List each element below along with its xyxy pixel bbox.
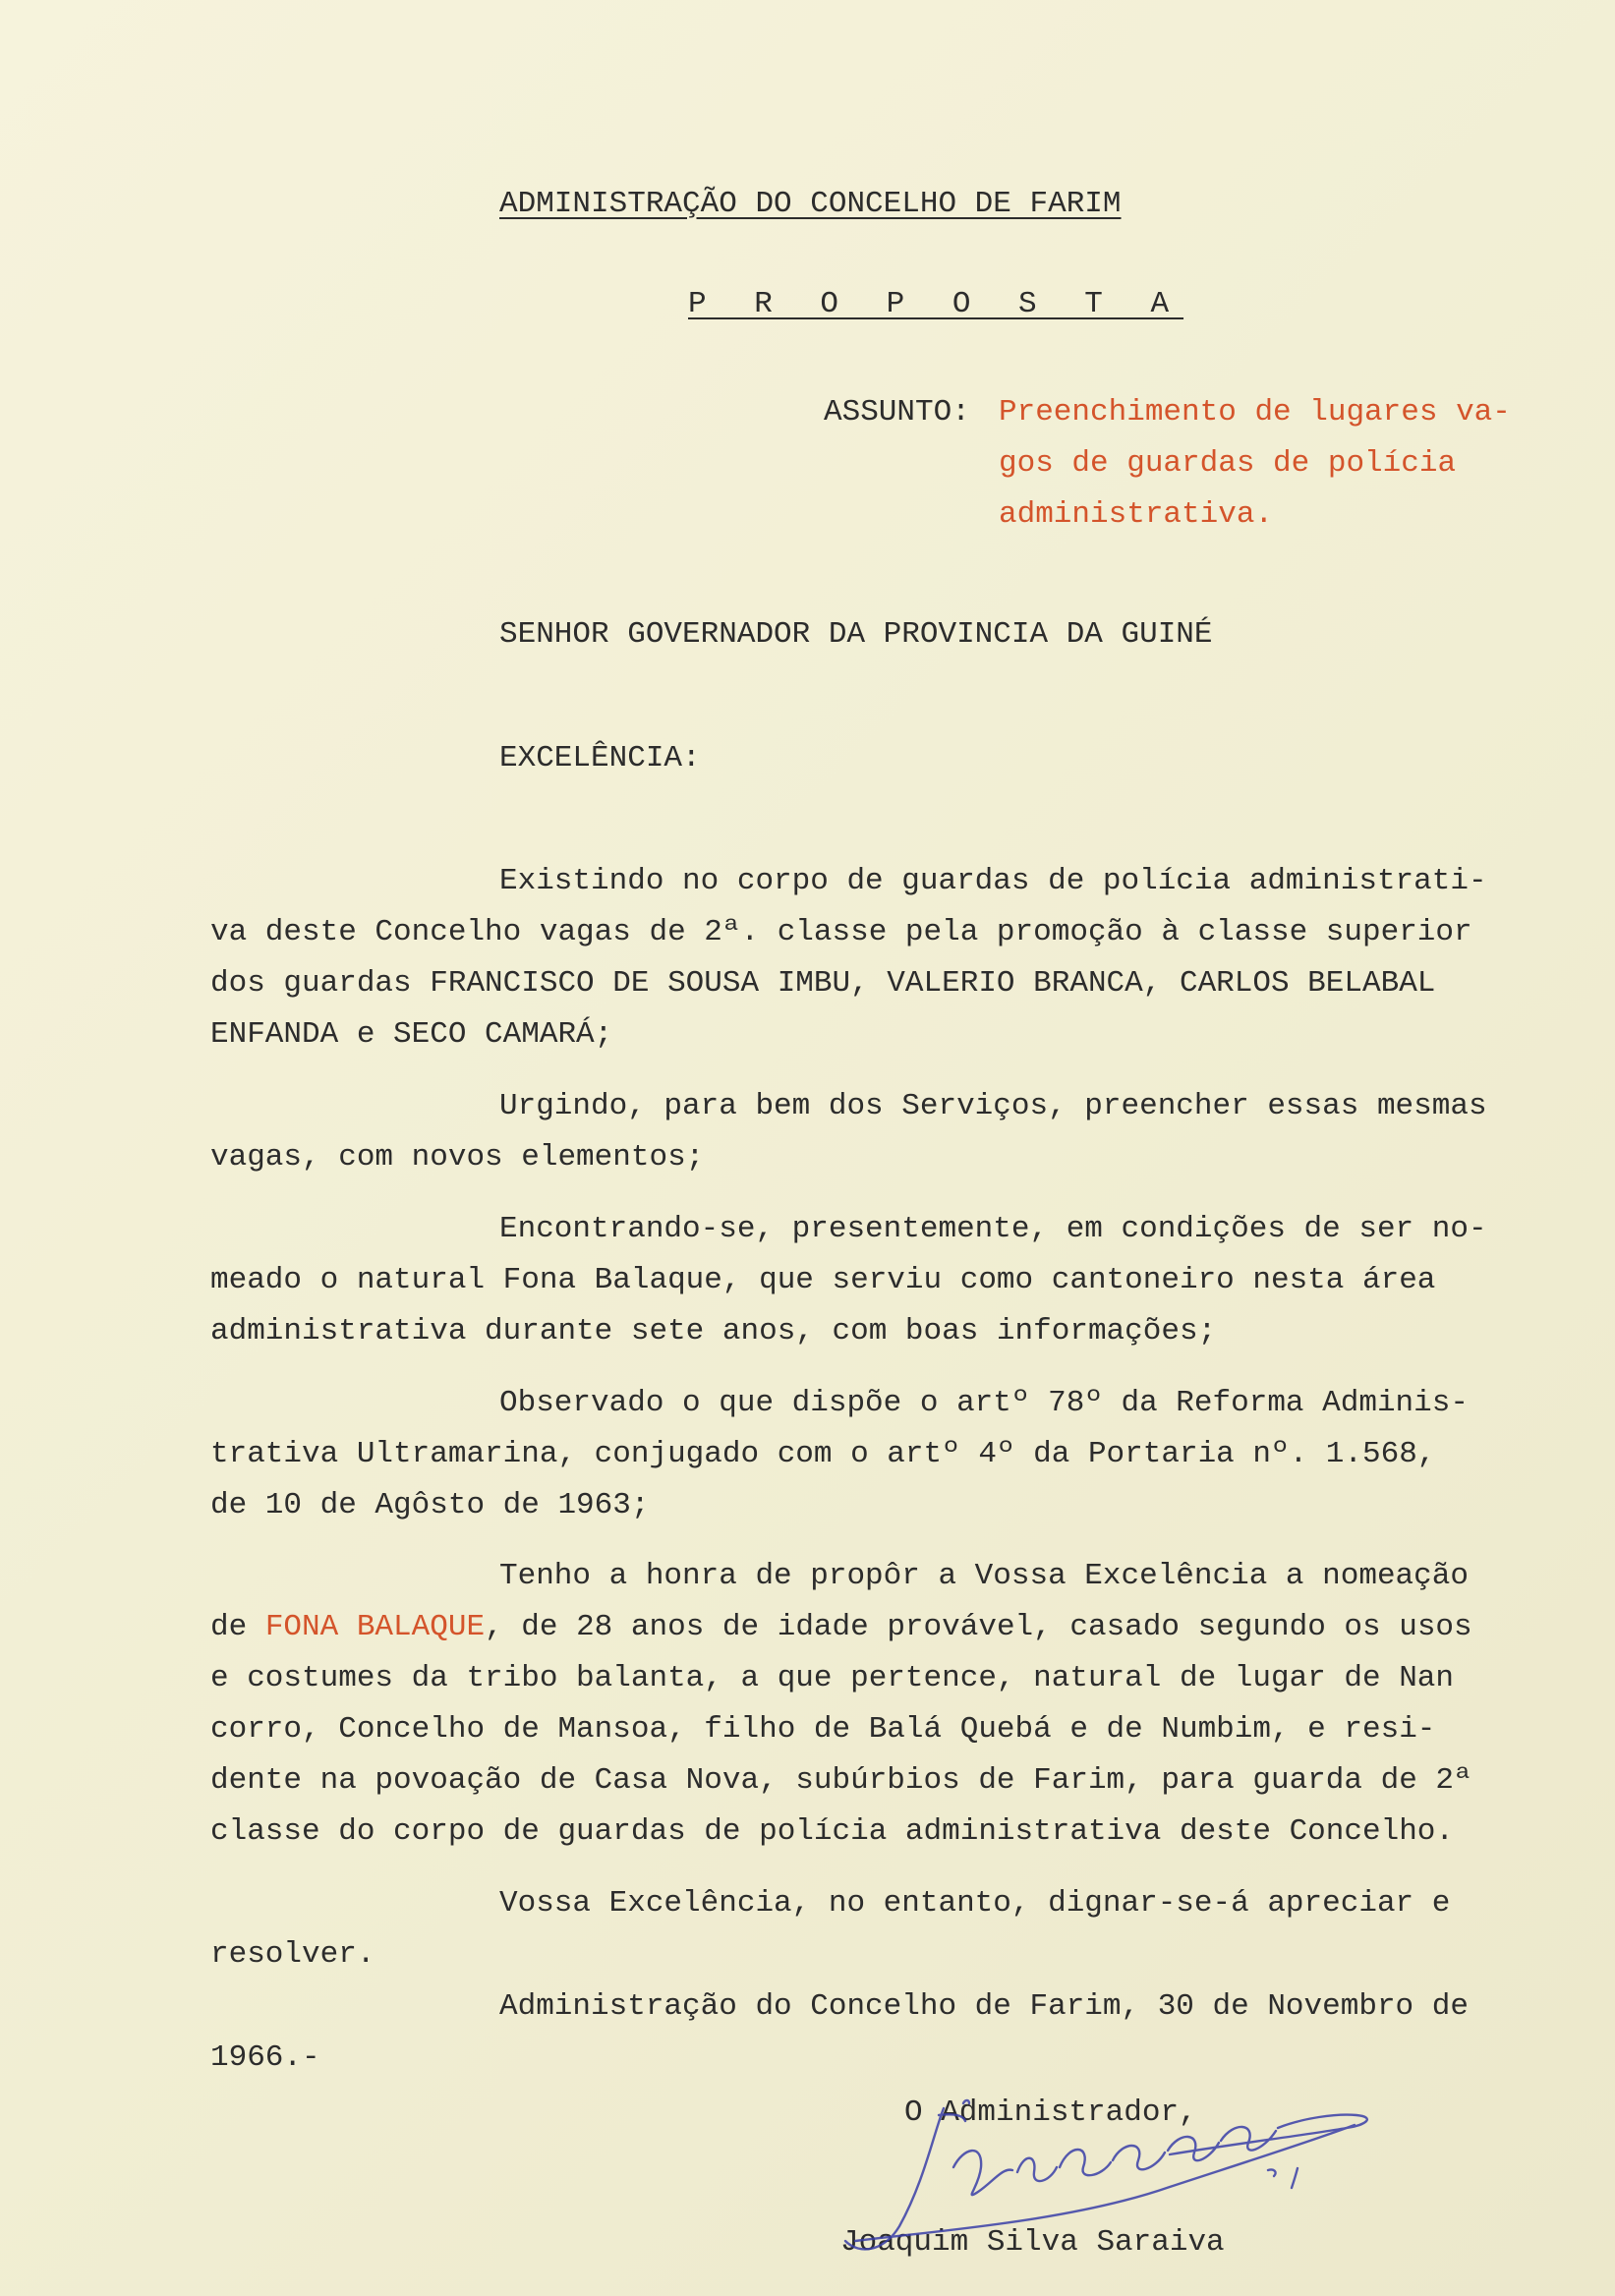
handwritten-signature — [816, 2074, 1406, 2296]
body-line: ENFANDA e SECO CAMARÁ; — [210, 1017, 613, 1052]
body-line-with-name — [210, 1608, 1472, 1647]
subject-line-2: gos de guardas de polícia — [999, 446, 1457, 481]
body-line: administrativa durante sete anos, com boas informações; — [210, 1314, 1217, 1349]
salutation: EXCELÊNCIA: — [499, 741, 701, 775]
date-line: 1966.- — [210, 2040, 320, 2075]
body-line: va deste Concelho vagas de 2ª. classe pela promoção à classe superior — [210, 915, 1472, 949]
signatory-name: Joaquim Silva Saraiva — [840, 2225, 1225, 2260]
body-line: resolver. — [210, 1937, 375, 1972]
body-line: e costumes da tribo balanta, a que pertence, natural de lugar de Nan — [210, 1661, 1455, 1695]
body-line: de 10 de Agôsto de 1963; — [210, 1488, 650, 1522]
body-line: vagas, com novos elementos; — [210, 1140, 705, 1175]
nominee-name: FONA BALAQUE — [264, 1610, 486, 1644]
body-line: Existindo no corpo de guardas de polícia administrati- — [499, 864, 1487, 898]
body-line: trativa Ultramarina, conjugado com o artº 4º da Portaria nº. 1.568, — [210, 1437, 1436, 1471]
body-line: Tenho a honra de propôr a Vossa Excelência a nomeação — [499, 1559, 1469, 1593]
addressee: SENHOR GOVERNADOR DA PROVINCIA DA GUINÉ — [499, 617, 1213, 652]
date-line: Administração do Concelho de Farim, 30 de Novembro de — [499, 1989, 1469, 2024]
text-segment: , de 28 anos de idade provável, casado segundo os usos — [485, 1610, 1472, 1644]
body-line: Vossa Excelência, no entanto, dignar-se-á apreciar e — [499, 1886, 1451, 1921]
body-line: Urgindo, para bem dos Serviços, preencher essas mesmas — [499, 1089, 1487, 1123]
subject-line-3: administrativa. — [999, 497, 1274, 532]
body-line: dente na povoação de Casa Nova, subúrbios de Farim, para guarda de 2ª — [210, 1763, 1472, 1798]
body-line: classe do corpo de guardas de polícia administrativa deste Concelho. — [210, 1814, 1455, 1849]
subject-line-1: Preenchimento de lugares va- — [999, 395, 1511, 430]
subject-label: ASSUNTO: — [824, 395, 970, 430]
body-line: meado o natural Fona Balaque, que serviu como cantoneiro nesta área — [210, 1263, 1436, 1297]
doc-type-title: P R O P O S T A — [688, 287, 1184, 321]
text-segment: de — [210, 1610, 265, 1644]
signatory-role: O Administrador, — [904, 2095, 1197, 2130]
body-line: corro, Concelho de Mansoa, filho de Balá Quebá e de Numbim, e resi- — [210, 1712, 1436, 1747]
body-line: Encontrando-se, presentemente, em condições de ser no- — [499, 1212, 1487, 1246]
body-line: Observado o que dispõe o artº 78º da Reforma Adminis- — [499, 1386, 1469, 1420]
administration-heading: ADMINISTRAÇÃO DO CONCELHO DE FARIM — [499, 187, 1122, 221]
body-line: dos guardas FRANCISCO DE SOUSA IMBU, VALERIO BRANCA, CARLOS BELABAL — [210, 966, 1436, 1001]
